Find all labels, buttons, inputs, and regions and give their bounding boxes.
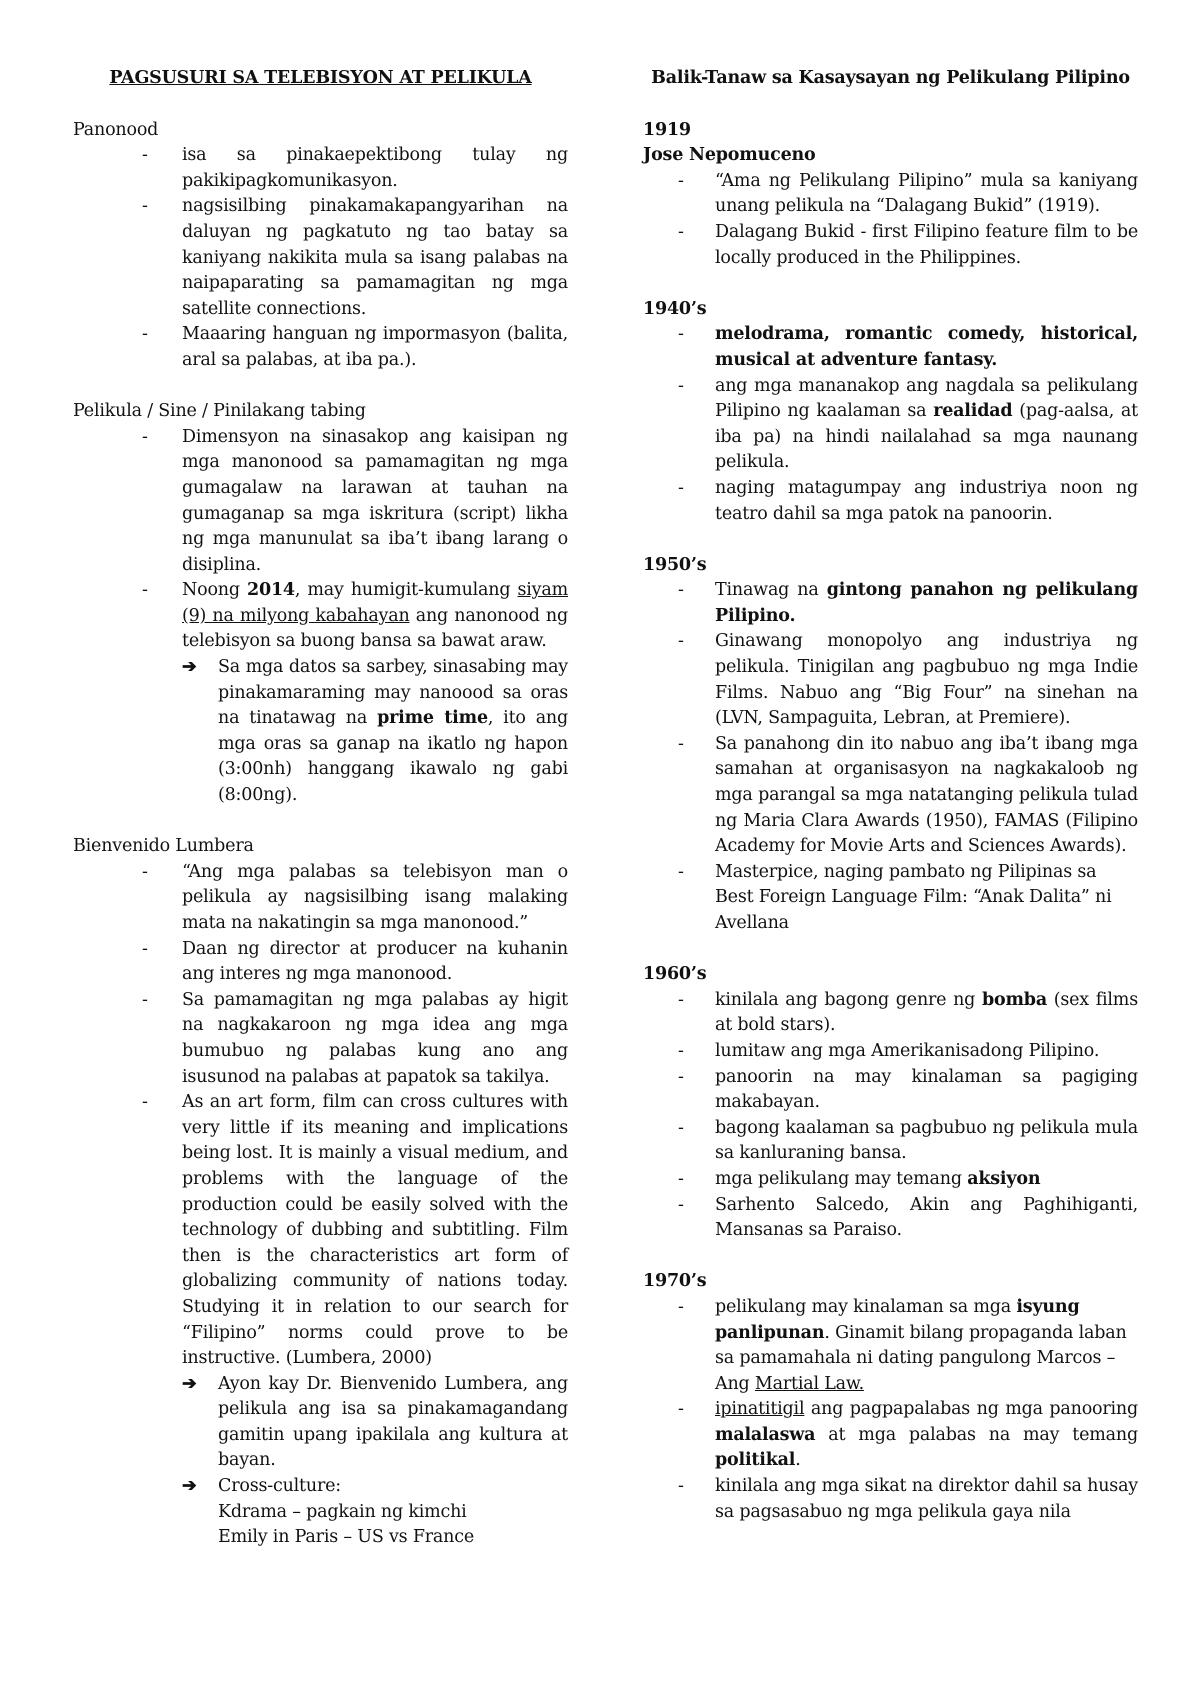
list-item: - kinilala ang bagong genre ng bomba (sex films at bold stars). — [715, 988, 1138, 1039]
section-title-history: Balik-Tanaw sa Kasaysayan ng Pelikulang Pilipino — [651, 68, 1130, 88]
pelikula-list — [73, 425, 568, 809]
sub-list-item: ➔ Cross-culture: Kdrama – pagkain ng kimchi Emily in Paris – US vs France — [182, 1476, 474, 1548]
list-item: - Sa panahong din ito nabuo ang iba’t ibang mga samahan at organisasyon na nagkakaloob ng mga parangal sa mga natatanging pelikula tulad ng Maria Clara Awards (1950), FAMAS (Filipino Academy for Movie Arts and Sciences Awards). — [715, 732, 1138, 860]
list-item: - ang mga mananakop ang nagdala sa pelikulang Pilipino ng kaalaman sa realidad (pag-aalsa, at iba pa) na hindi nailalahad sa mga naunang pelikula. — [715, 374, 1138, 476]
list-item: - lumitaw ang mga Amerikanisadong Pilipino. — [715, 1039, 1138, 1065]
pelikula-sublist — [182, 655, 568, 809]
list-item: - Maaaring hanguan ng impormasyon (balita, aral sa palabas, at iba pa.). — [182, 322, 568, 373]
list-1919 — [643, 169, 1138, 271]
list-item: - kinilala ang mga sikat na direktor dahil sa husay sa pagsasabuo ng mga pelikula gaya nila — [715, 1474, 1138, 1525]
list-item: - Tinawag na gintong panahon ng pelikulang Pilipino. — [715, 578, 1138, 629]
list-item: - “Ang mga palabas sa telebisyon man o pelikula ay nagsisilbing isang malaking mata na nakatingin sa mga manonood.” — [182, 860, 568, 937]
list-item: - mga pelikulang may temang aksiyon — [715, 1167, 1138, 1193]
list-item: - “Ama ng Pelikulang Pilipino” mula sa kaniyang unang pelikula na “Dalagang Bukid” (1919). — [715, 169, 1138, 220]
list-1970s — [643, 1295, 1138, 1525]
list-item: - Ginawang monopolyo ang industriya ng pelikula. Tinigilan ang pagbubuo ng mga Indie Films. Nabuo ang “Big Four” na sinehan na (LVN, Sampaguita, Lebran, at Premiere). — [715, 629, 1138, 731]
list-item: - bagong kaalaman sa pagbubuo ng pelikula mula sa kanluraning bansa. — [715, 1116, 1138, 1167]
left-column — [73, 66, 568, 1551]
list-item: - As an art form, film can cross cultures with very little if its meaning and implications being lost. It is mainly a visual medium, and problems with the language of the production could be easily solved with the technology of dubbing and subtitling. Film then is the characteristics art form of globalizing community of nations today. Studying it in relation to our search for “Filipino” norms could prove to be instructive. (Lumbera, 2000) ➔ Ayon kay Dr. Bienvenido Lumbera, ang pelikula ang isa sa pinakamagandang gamitin upang ipakilala ang kultura at bayan. ➔ Cross-culture: Kdrama – pagkain ng kimchi Emily in Paris – US vs France — [182, 1090, 568, 1551]
arrow-right-icon: ➔ — [182, 657, 197, 678]
list-item: - Daan ng director at producer na kuhanin ang interes ng mga manonood. — [182, 937, 568, 988]
arrow-right-icon: ➔ — [182, 1476, 197, 1497]
lumbera-list — [73, 860, 568, 1551]
list-1940s — [643, 322, 1138, 527]
list-item: - nagsisilbing pinakamakapangyarihan na daluyan ng pagkatuto ng tao batay sa kaniyang nakikita mula sa isang palabas na naipaparating sa pamamagitan ng mga satellite connections. — [182, 194, 568, 322]
person-name: Jose Nepomuceno — [643, 145, 816, 166]
list-item: - pelikulang may kinalaman sa mga isyung panlipunan. Ginamit bilang propaganda laban sa pamamahala ni dating pangulong Marcos – Ang Martial Law. — [715, 1295, 1138, 1397]
list-1950s — [643, 578, 1138, 936]
list-item: - ipinatitigil ang pagpapalabas ng mga panooring malalaswa at mga palabas na may temang politikal. — [715, 1397, 1138, 1474]
year-heading-1919: 1919 — [643, 119, 691, 140]
arrow-right-icon: ➔ — [182, 1373, 197, 1394]
list-item: - Sarhento Salcedo, Akin ang Paghihiganti, Mansanas sa Paraiso. — [715, 1193, 1138, 1244]
sub-list-item: ➔ Ayon kay Dr. Bienvenido Lumbera, ang pelikula ang isa sa pinakamagandang gamitin upang ipakilala ang kultura at bayan. — [182, 1373, 568, 1471]
right-column — [643, 66, 1138, 1525]
panonood-list — [73, 143, 568, 373]
list-item: - Sa pamamagitan ng mga palabas ay higit na nagkakaroon ng mga idea ang mga bumubuo ng palabas kung ano ang isusunod na palabas at papatok sa takilya. — [182, 988, 568, 1090]
list-item: - Dimensyon na sinasakop ang kaisipan ng mga manonood sa pamamagitan ng mga gumagalaw na larawan at tauhan na gumaganap sa mga iskritura (script) likha ng mga manunulat sa iba’t ibang larang o disiplina. — [182, 425, 568, 579]
list-item: - isa sa pinakaepektibong tulay ng pakikipagkomunikasyon. — [182, 143, 568, 194]
list-item: - panoorin na may kinalaman sa pagiging makabayan. — [715, 1065, 1138, 1116]
list-item: - naging matagumpay ang industriya noon ng teatro dahil sa mga patok na panoorin. — [715, 476, 1138, 527]
year-heading-1960s: 1960’s — [643, 964, 707, 985]
year-heading-1970s: 1970’s — [643, 1271, 707, 1292]
list-1960s — [643, 988, 1138, 1244]
list-item: - Noong 2014, may humigit-kumulang siyam (9) na milyong kabahayan ang nanonood ng telebisyon sa buong bansa sa bawat araw. ➔ Sa mga datos sa sarbey, sinasabing may pinakamaraming may nanoood sa oras na tinatawag na prime time, ito ang mga oras sa ganap na ikatlo ng hapon (3:00nh) hanggang ikawalo ng gabi (8:00ng). — [182, 578, 568, 808]
page-title: PAGSUSURI SA TELEBISYON AT PELIKULA — [109, 68, 532, 88]
year-heading-1940s: 1940’s — [643, 298, 707, 319]
section-heading-panonood: Panonood — [73, 119, 159, 140]
list-item: - Masterpice, naging pambato ng Pilipinas sa Best Foreign Language Film: “Anak Dalita” ni Avellana — [715, 860, 1138, 937]
section-heading-pelikula: Pelikula / Sine / Pinilakang tabing — [73, 401, 366, 422]
section-heading-lumbera: Bienvenido Lumbera — [73, 836, 254, 857]
sub-list-item: ➔ Sa mga datos sa sarbey, sinasabing may pinakamaraming may nanoood sa oras na tinatawag na prime time, ito ang mga oras sa ganap na ikatlo ng hapon (3:00nh) hanggang ikawalo ng gabi (8:00ng). — [182, 657, 568, 806]
list-item: - Dalagang Bukid - first Filipino feature film to be locally produced in the Philippines. — [715, 220, 1138, 271]
lumbera-sublist — [182, 1372, 568, 1551]
list-item: - melodrama, romantic comedy, historical, musical at adventure fantasy. — [715, 322, 1138, 373]
year-heading-1950s: 1950’s — [643, 554, 707, 575]
